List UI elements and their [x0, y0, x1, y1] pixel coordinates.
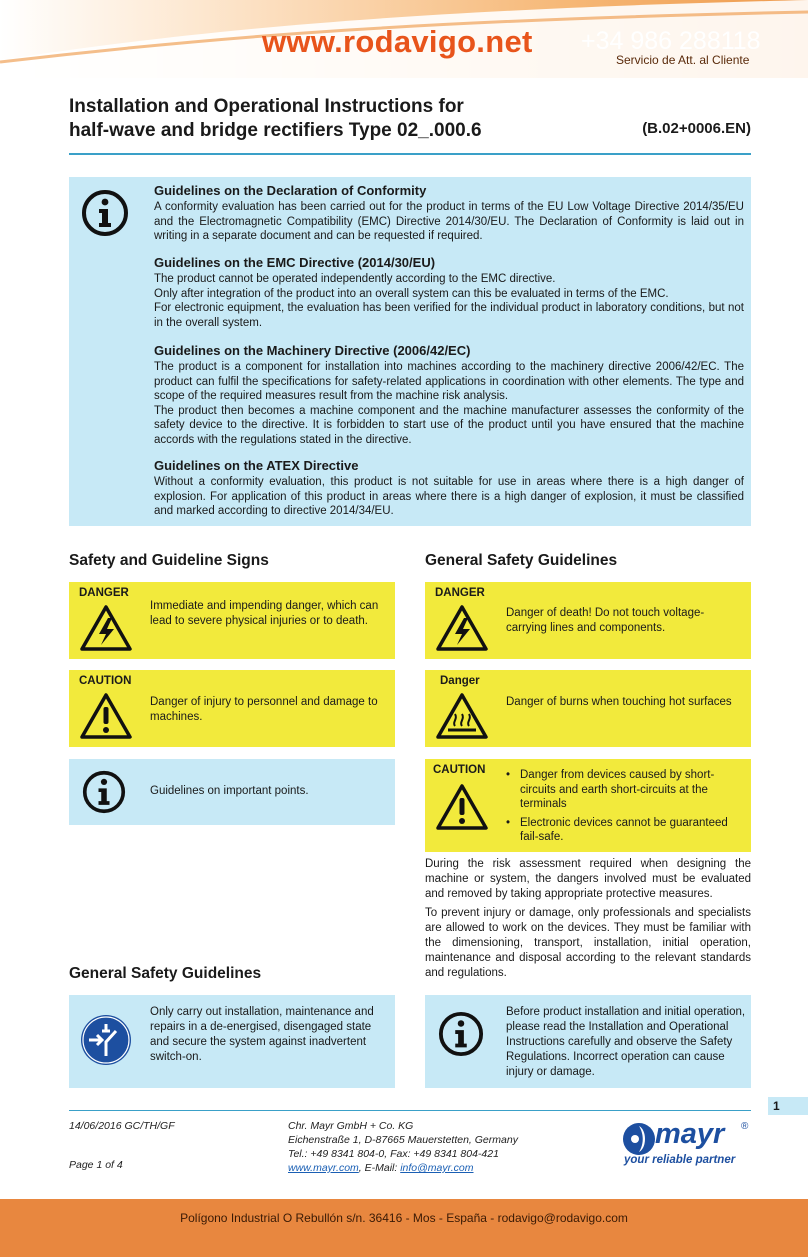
- qualified-personnel-paragraph: To prevent injury or damage, only professionals and specialists are allowed to work on the devices. They must be familiar with the dimensioning, transport, installation, initial operation, maintenance and disposal according to the relevant standards and regulations.: [425, 907, 751, 979]
- footer-company: Chr. Mayr GmbH + Co. KG: [288, 1120, 414, 1132]
- footer-address-block: [288, 1119, 518, 1175]
- sign-caution-text: Danger of injury to personnel and damage to machines.: [150, 696, 378, 723]
- disconnect-switch-icon: [80, 1014, 132, 1066]
- machinery-title: Guidelines on the Machinery Directive (2006/42/EC): [154, 343, 471, 358]
- footer-contact-line: [288, 1161, 518, 1175]
- right-danger-box: [425, 582, 751, 659]
- disconnect-text: Only carry out installation, maintenance and repairs in a de-energised, disengaged state and secure the system against inadvertent switch-on.: [150, 1006, 374, 1063]
- atex-title: Guidelines on the ATEX Directive: [154, 458, 359, 473]
- warning-icon: [435, 783, 489, 831]
- header-divider: [69, 153, 751, 155]
- hot-surface-icon: [435, 692, 489, 740]
- declaration-section: [154, 183, 744, 244]
- document-title-line2: half-wave and bridge rectifiers Type 02_.000.6: [69, 120, 482, 141]
- banner-phone: +34 986 288118: [581, 27, 761, 55]
- footer-tel: Tel.: +49 8341 804-0, Fax: +49 8341 804-421: [288, 1148, 499, 1160]
- top-banner: [0, 0, 808, 78]
- electric-hazard-icon: [79, 604, 133, 652]
- atex-section: [154, 458, 744, 519]
- footer-page: Page 1 of 4: [69, 1159, 123, 1171]
- read-instructions-box: [425, 995, 751, 1088]
- hot-surface-label: Danger: [440, 675, 480, 687]
- sign-caution-label: CAUTION: [79, 675, 132, 687]
- electric-hazard-icon: [435, 604, 489, 652]
- hot-surface-box: [425, 670, 751, 747]
- mayr-logo-word: mayr: [655, 1118, 725, 1150]
- list-item: • Danger from devices caused by short-circuits and earth short-circuits at the terminals: [506, 768, 746, 812]
- info-icon: [81, 189, 129, 237]
- emc-section: [154, 255, 744, 330]
- right-danger-label: DANGER: [435, 587, 485, 599]
- right-danger-text: Danger of death! Do not touch voltage-carrying lines and components.: [506, 607, 705, 634]
- bottom-address-line: Polígono Industrial O Rebullón s/n. 36416 - Mos - España - rodavigo@rodavigo.com: [180, 1211, 628, 1225]
- hot-surface-text: Danger of burns when touching hot surfaces: [506, 696, 732, 708]
- right-caution-label: CAUTION: [433, 764, 486, 776]
- atex-text: Without a conformity evaluation, this product is not suitable for use in areas where there is a high danger of explosion. For application of this product in areas where there is a high danger of explosion, it must be classified and marked according to directive 2014/34/EU.: [154, 476, 744, 518]
- sign-danger-label: DANGER: [79, 587, 129, 599]
- sign-danger-text: Immediate and impending danger, which can lead to severe physical injuries or to death.: [150, 600, 379, 627]
- banner-url[interactable]: www.rodavigo.net: [262, 24, 533, 59]
- document-title-line1: Installation and Operational Instructions for: [69, 96, 464, 117]
- footer-divider: [69, 1110, 751, 1111]
- declaration-text: A conformity evaluation has been carried out for the product in terms of the EU Low Voltage Directive 2014/35/EU and the Electromagnetic Compatibility (EMC) Directive 2014/30/EU. The Declaration of Conformity is laid out in writing in a separate document and can be requested if required.: [154, 201, 744, 243]
- sign-danger-box: [69, 582, 395, 659]
- sign-info-box: [69, 759, 395, 825]
- risk-assessment-paragraph: During the risk assessment required when designing the machine or system, the dangers involved must be evaluated and removed by taking appropriate protective measures.: [425, 858, 751, 900]
- document-title: [69, 95, 482, 143]
- signs-heading: Safety and Guideline Signs: [69, 552, 269, 569]
- mayr-tagline: your reliable partner: [624, 1154, 736, 1166]
- document-code: (B.02+0006.EN): [642, 120, 751, 137]
- read-instructions-text: Before product installation and initial operation, please read the Installation and Operational Instructions carefully and observe the Safety Regulations. Incorrect operation can cause injury or damage.: [506, 1006, 746, 1078]
- declaration-title: Guidelines on the Declaration of Conformity: [154, 183, 427, 198]
- emc-text: The product cannot be operated independently according to the EMC directive. Only after integration of the product into an overall system can this be evaluated in terms of the EMC. For electronic equipment, the evaluation has been verified for the individual product in laboratory conditions, but not in the overall system.: [154, 273, 744, 329]
- footer-address: Eichenstraße 1, D-87665 Mauerstetten, Germany: [288, 1134, 518, 1146]
- general-right-heading: General Safety Guidelines: [425, 552, 618, 569]
- disconnect-box: [69, 995, 395, 1088]
- info-icon: [438, 1011, 484, 1057]
- list-item: • Electronic devices cannot be guaranteed fail-safe.: [506, 816, 746, 845]
- right-caution-box: [425, 759, 751, 852]
- mayr-registered-mark: ®: [741, 1121, 749, 1132]
- footer-email-prefix: , E-Mail:: [358, 1162, 401, 1174]
- conformity-info-box: [69, 177, 751, 526]
- page-tab: 1: [768, 1097, 808, 1115]
- machinery-section: [154, 343, 744, 448]
- sign-caution-box: [69, 670, 395, 747]
- footer-email-link[interactable]: info@mayr.com: [400, 1162, 474, 1174]
- footer-web-link[interactable]: www.mayr.com: [288, 1162, 359, 1174]
- info-icon: [82, 770, 126, 814]
- warning-icon: [79, 692, 133, 740]
- caution-bullet-list: [506, 768, 746, 849]
- sign-info-text: Guidelines on important points.: [150, 785, 309, 797]
- footer-date: 14/06/2016 GC/TH/GF: [69, 1120, 175, 1132]
- banner-service-label: Servicio de Att. al Cliente: [616, 53, 750, 67]
- emc-title: Guidelines on the EMC Directive (2014/30/EU): [154, 255, 436, 270]
- bottom-band: [0, 1199, 808, 1257]
- machinery-text: The product is a component for installation into machines according to the machinery directive 2006/42/EC. The product can fulfil the specifications for safety-related applications in coordination with other elements. The type and scope of the required measures result from the machine risk analysis. The product then becomes a machine component and the machine manufacturer assesses the conformity of the safety device to the directive. It is forbidden to start use of the product until you have ensured that the machine accords with the regulations stated in the directive.: [154, 361, 744, 446]
- general-left-heading: General Safety Guidelines: [69, 965, 262, 982]
